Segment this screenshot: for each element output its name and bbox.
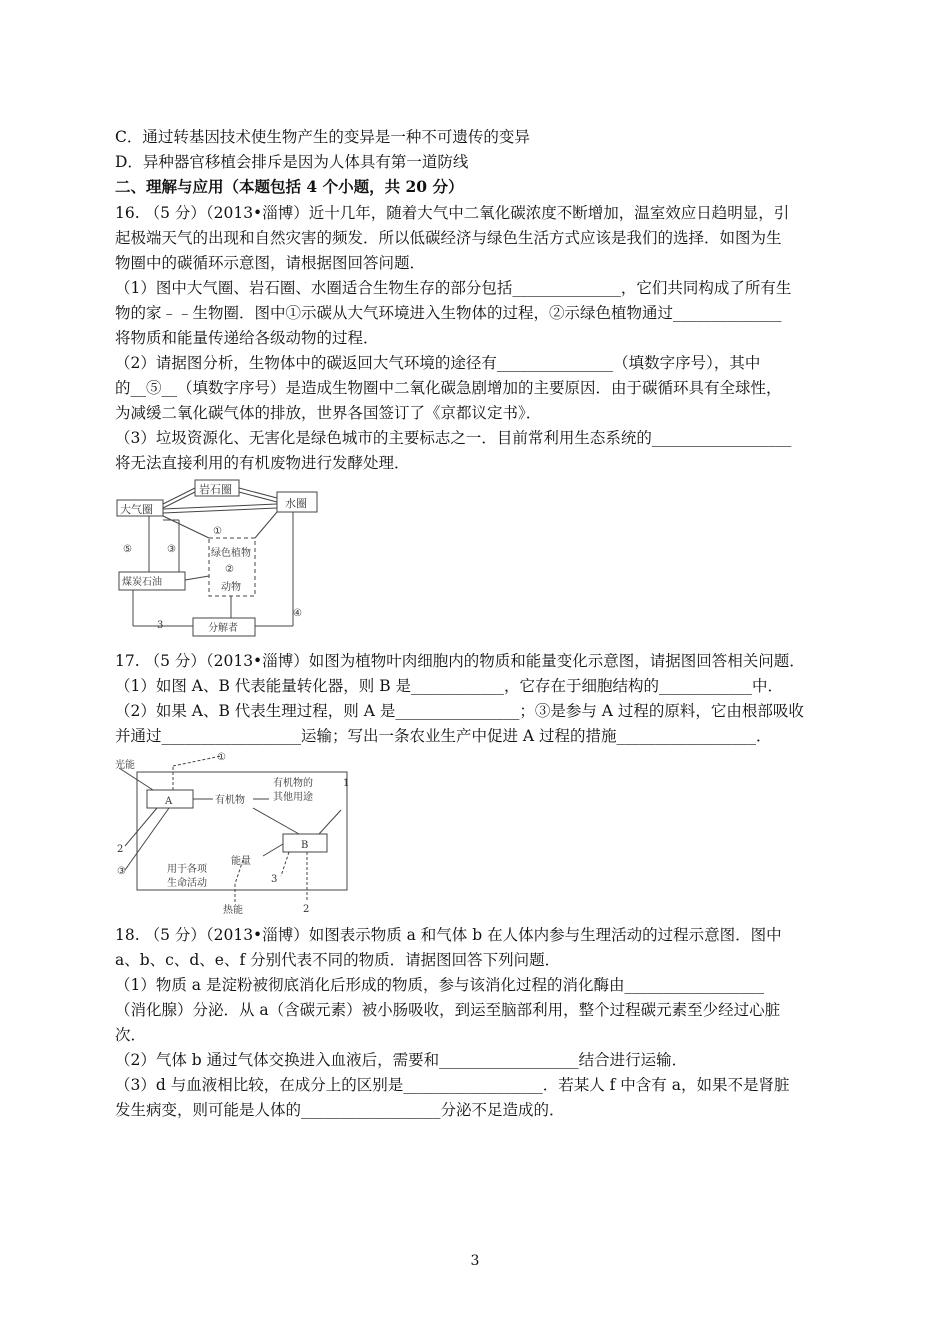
decomposer-label: 分解者 (208, 623, 238, 634)
mark-c6: 1 (343, 778, 350, 789)
energy-label: 能量 (231, 856, 251, 867)
mark-3b: 3 (157, 620, 164, 631)
A-label: A (165, 796, 173, 807)
q17-line-1: 17. （5 分）（2013•淄博）如图为植物叶肉细胞内的物质和能量变化示意图，请据图回答相关问题． (115, 652, 805, 670)
mark-3: ③ (167, 544, 176, 555)
atmosphere-label: 大气圈 (120, 503, 153, 516)
q16-1-line-1: （1）图中大气圈、岩石圈、水圈适合生物生存的部分包括______________，它们共同构成了所有生 (115, 279, 792, 297)
q17-1-line: （1）如图 A、B 代表能量转化器，则 B 是____________，它存在于细胞结构的____________中． (115, 677, 784, 695)
q17-2-line-1: （2）如果 A、B 代表生理过程，则 A 是________________；③是参与 A 过程的原料，它由根部吸收 (115, 702, 804, 720)
q16-3-line-2: 将无法直接利用的有机废物进行发酵处理． (115, 454, 410, 472)
q18-line-2: a、b、c、d、e、f 分别代表不同的物质．请据图回答下列问题． (115, 951, 561, 969)
carbon-cycle-figure (113, 476, 343, 638)
mark-c4: 3 (271, 874, 278, 885)
mark-5: ⑤ (123, 544, 132, 555)
option-d: D．异种器官移植会排斥是因为人体具有第一道防线 (115, 153, 469, 171)
animal-label: 动物 (221, 582, 241, 593)
q16-2-line-1: （2）请据图分析，生物体中的碳返回大气环境的途径有_______________（填数字序号），其中 (115, 354, 761, 372)
q16-line-3: 物圈中的碳循环示意图，请根据图回答问题． (115, 254, 426, 272)
B-label: B (301, 840, 309, 851)
q18-3-line-1: （3）d 与血液相比较，在成分上的区别是__________________．若某人 f 中含有 a，如果不是肾脏 (115, 1076, 790, 1094)
other-use-label-1: 有机物的 (273, 778, 313, 789)
q18-line-1: 18. （5 分）（2013•淄博）如图表示物质 a 和气体 b 在人体内参与生理活动的过程示意图．图中 (115, 926, 782, 944)
leaf-cell-figure (113, 748, 358, 916)
q18-3-line-2: 发生病变，则可能是人体的__________________分泌不足造成的． (115, 1101, 565, 1119)
section-heading: 二、理解与应用（本题包括 4 个小题，共 20 分） (115, 177, 464, 196)
q16-line-1: 16. （5 分）（2013•淄博）近十几年，随着大气中二氧化碳浓度不断增加，温室效应日趋明显，引 (115, 204, 790, 222)
light-label: 光能 (115, 760, 135, 771)
q16-1-line-3: 将物质和能量传递给各级动物的过程． (115, 329, 379, 347)
mark-4: ④ (293, 608, 302, 619)
mark-c1: ① (217, 752, 226, 763)
q18-1-line-3: 次． (115, 1026, 147, 1044)
q17-2-line-2: 并通过__________________运输；写出一条农业生产中促进 A 过程的措施__________________． (115, 727, 772, 745)
rock-label: 岩石圈 (199, 483, 232, 496)
q16-1-line-2: 物的家﹣﹣生物圈．图中①示碳从大气环境进入生物体的过程，②示绿色植物通过______________ (115, 304, 782, 322)
coal-label: 煤炭石油 (122, 577, 162, 588)
q16-3-line-1: （3）垃圾资源化、无害化是绿色城市的主要标志之一．目前常利用生态系统的__________________ (115, 429, 792, 447)
page-number: 3 (470, 1253, 480, 1269)
q18-1-line-1: （1）物质 a 是淀粉被彻底消化后形成的物质，参与该消化过程的消化酶由__________________ (115, 976, 764, 994)
plant-label: 绿色植物 (211, 548, 251, 559)
mark-1: ① (213, 526, 222, 537)
option-c: C．通过转基因技术使生物产生的变异是一种不可遗传的变异 (115, 128, 530, 146)
mark-2: ② (225, 564, 234, 575)
organic-label: 有机物 (215, 795, 245, 806)
q18-2-line: （2）气体 b 通过气体交换进入血液后，需要和__________________结合进行运输． (115, 1051, 688, 1069)
q16-line-2: 起极端天气的出现和自然灾害的频发．所以低碳经济与绿色生活方式应该是我们的选择．如图为生 (115, 229, 782, 247)
other-use-label-2: 其他用途 (273, 792, 313, 803)
q18-1-line-2: （消化腺）分泌．从 a（含碳元素）被小肠吸收，到运至脑部利用，整个过程碳元素至少经过心脏 (115, 1001, 781, 1019)
mark-c5: 2 (303, 904, 310, 915)
heat-label: 热能 (223, 905, 243, 916)
mark-c3: ③ (117, 866, 126, 877)
q16-2-line-2: 的__⑤__（填数字序号）是造成生物圈中二氧化碳急剧增加的主要原因．由于碳循环具有全球性， (115, 379, 782, 397)
water-label: 水圈 (285, 497, 307, 510)
mark-c2: 2 (117, 844, 124, 855)
use-label-1: 用于各项 (167, 864, 207, 875)
q16-2-line-3: 为减缓二氧化碳气体的排放，世界各国签订了《京都议定书》． (115, 404, 542, 422)
use-label-2: 生命活动 (167, 878, 207, 889)
